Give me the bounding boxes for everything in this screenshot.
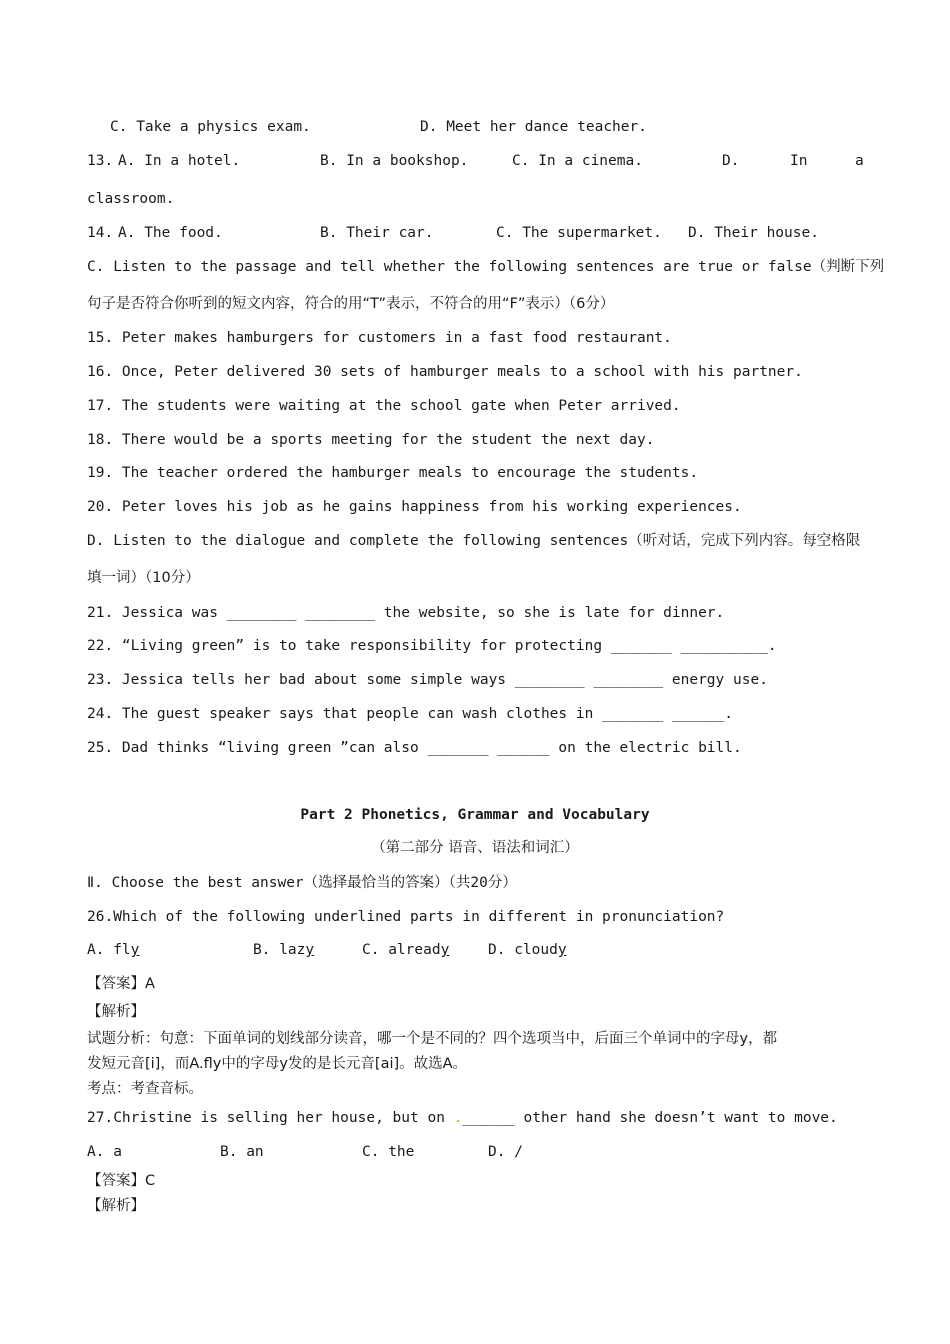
q13-option-d-word2: a xyxy=(855,153,864,169)
q27-analysis-label: 【解析】 xyxy=(87,1198,145,1214)
q26-option-b-text: B. laz xyxy=(253,942,306,958)
q13-number: 13. xyxy=(87,153,114,169)
tf-item-17: 17. The students were waiting at the school gate when Peter arrived. xyxy=(87,398,681,414)
q12-option-c: C. Take a physics exam. xyxy=(110,119,311,135)
section-d-instructions-2: 填一词）（10分） xyxy=(87,570,200,586)
q26-analysis-label: 【解析】 xyxy=(87,1004,145,1020)
q27-stem-end: ______ other hand she doesn’t want to move. xyxy=(462,1110,838,1126)
section-d-instructions-1: D. Listen to the dialogue and complete the following sentences（听对话，完成下列内容。每空格限 xyxy=(87,533,861,549)
q26-option-a-underlined: y xyxy=(130,942,140,958)
q13-option-d-word3: classroom. xyxy=(87,191,175,207)
blank-item-23: 23. Jessica tells her bad about some simple ways ________ ________ energy use. xyxy=(87,672,768,688)
q26-explanation-2: 发短元音[i]，而A.fly中的字母y发的是长元音[ai]。故选A。 xyxy=(87,1056,468,1072)
q14-option-c: C. The supermarket. xyxy=(496,225,662,241)
q13-option-b: B. In a bookshop. xyxy=(320,153,469,169)
blank-item-21: 21. Jessica was ________ ________ the website, so she is late for dinner. xyxy=(87,605,725,621)
tf-item-20: 20. Peter loves his job as he gains happiness from his working experiences. xyxy=(87,499,742,515)
q27-option-d: D. / xyxy=(488,1144,523,1160)
part2-title: Part 2 Phonetics, Grammar and Vocabulary xyxy=(300,807,650,823)
section-c-instructions-2: 句子是否符合你听到的短文内容，符合的用“T”表示，不符合的用“F”表示）（6分） xyxy=(87,296,615,312)
q26-option-b-underlined: y xyxy=(305,942,315,958)
q13-option-a: A. In a hotel. xyxy=(118,153,241,169)
q26-option-c-text: C. alread xyxy=(362,942,441,958)
q26-option-c-underlined: y xyxy=(440,942,450,958)
q13-option-d-label: D. xyxy=(722,153,740,169)
q26-answer: 【答案】A xyxy=(87,976,155,992)
section-ii-heading: Ⅱ. Choose the best answer（选择最恰当的答案）（共20分） xyxy=(87,875,517,891)
q13-option-c: C. In a cinema. xyxy=(512,153,643,169)
q26-option-a xyxy=(87,940,139,960)
q14-option-d: D. Their house. xyxy=(688,225,819,241)
part2-subtitle: （第二部分 语音、语法和词汇） xyxy=(371,840,579,856)
q26-option-b xyxy=(253,940,314,960)
q27-option-a: A. a xyxy=(87,1144,122,1160)
q27-stem-marker: . xyxy=(453,1110,463,1126)
q26-test-point: 考点：考查音标。 xyxy=(87,1081,203,1097)
q26-option-d-text: D. cloud xyxy=(488,942,558,958)
blank-item-25: 25. Dad thinks “living green ”can also _______ ______ on the electric bill. xyxy=(87,740,742,756)
q26-option-d-underlined: y xyxy=(557,942,567,958)
q26-option-a-text: A. fl xyxy=(87,942,131,958)
q27-option-c: C. the xyxy=(362,1144,415,1160)
tf-item-18: 18. There would be a sports meeting for the student the next day. xyxy=(87,432,655,448)
q27-stem-start: 27.Christine is selling her house, but on xyxy=(87,1110,454,1126)
tf-item-19: 19. The teacher ordered the hamburger meals to encourage the students. xyxy=(87,465,699,481)
section-c-instructions-1: C. Listen to the passage and tell whether the following sentences are true or false（判断下列 xyxy=(87,259,885,275)
blank-item-24: 24. The guest speaker says that people can wash clothes in _______ ______. xyxy=(87,706,734,722)
tf-item-16: 16. Once, Peter delivered 30 sets of hamburger meals to a school with his partner. xyxy=(87,364,803,380)
q27-answer: 【答案】C xyxy=(87,1173,156,1189)
q12-option-d: D. Meet her dance teacher. xyxy=(420,119,647,135)
q14-option-a: A. The food. xyxy=(118,225,223,241)
q26-option-c xyxy=(362,940,449,960)
q14-number: 14. xyxy=(87,225,114,241)
q26-stem: 26.Which of the following underlined parts in different in pronunciation? xyxy=(87,909,725,925)
q13-option-d-word1: In xyxy=(790,153,808,169)
q27-option-b: B. an xyxy=(220,1144,264,1160)
q26-option-d xyxy=(488,940,567,960)
q26-explanation-1: 试题分析：句意：下面单词的划线部分读音，哪一个是不同的？四个选项当中，后面三个单词中的字母y，都 xyxy=(87,1031,778,1047)
q27-stem xyxy=(87,1108,838,1128)
blank-item-22: 22. “Living green” is to take responsibility for protecting _______ __________. xyxy=(87,638,777,654)
q14-option-b: B. Their car. xyxy=(320,225,434,241)
tf-item-15: 15. Peter makes hamburgers for customers in a fast food restaurant. xyxy=(87,330,672,346)
